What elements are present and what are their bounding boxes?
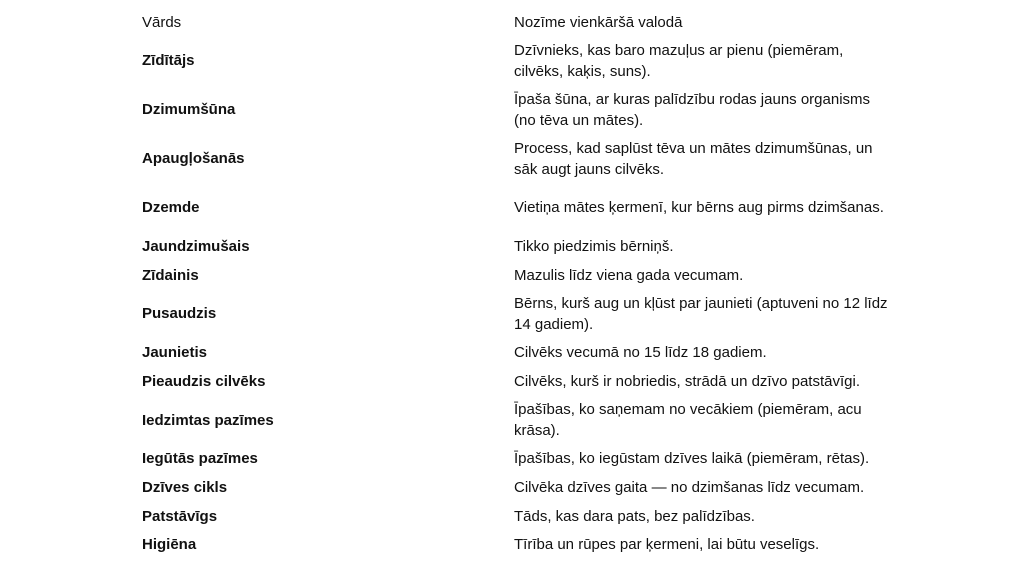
table-row	[134, 86, 899, 135]
term-cell: Iedzimtas pazīmes	[142, 411, 274, 429]
definition-cell: Cilvēka dzīves gaita — no dzimšanas līdz vecumam.	[514, 479, 865, 497]
term-cell: Patstāvīgs	[142, 507, 218, 525]
table-row	[134, 368, 899, 397]
definition-cell: Īpašības, ko saņemam no vecākiem (piemēram, acu krāsa).	[514, 401, 862, 439]
term-cell: Dzīves cikls	[142, 479, 228, 497]
definition-cell: Mazulis līdz viena gada vecumam.	[514, 266, 744, 284]
table-row	[134, 290, 899, 339]
table-row	[134, 531, 899, 560]
term-cell: Zīdainis	[142, 266, 199, 284]
table-row	[134, 396, 899, 445]
term-cell: Zīdītājs	[142, 52, 195, 70]
definition-cell: Vietiņa mātes ķermenī, kur bērns aug pirms dzimšanas.	[514, 199, 884, 217]
definition-cell: Cilvēks, kurš ir nobriedis, strādā un dzīvo patstāvīgi.	[514, 372, 860, 390]
definition-cell: Process, kad saplūst tēva un mātes dzimumšūnas, un sāk augt jauns cilvēks.	[514, 140, 873, 178]
table-row	[134, 37, 899, 86]
table-row	[134, 135, 899, 184]
definition-cell: Īpašības, ko iegūstam dzīves laikā (piemēram, rētas).	[514, 450, 870, 468]
glossary-header	[134, 9, 899, 37]
term-cell: Jaundzimušais	[142, 238, 250, 256]
table-row	[134, 445, 899, 474]
definition-cell: Tikko piedzimis bērniņš.	[514, 238, 674, 256]
definition-cell: Bērns, kurš aug un kļūst par jaunieti (aptuveni no 12 līdz 14 gadiem).	[514, 295, 888, 333]
term-cell: Dzimumšūna	[142, 101, 236, 119]
glossary-table	[134, 9, 899, 560]
term-cell: Pusaudzis	[142, 305, 217, 323]
definition-cell: Tāds, kas dara pats, bez palīdzības.	[514, 507, 755, 525]
term-cell: Iegūtās pazīmes	[142, 450, 258, 468]
table-row	[134, 474, 899, 503]
term-cell: Pieaudzis cilvēks	[142, 372, 266, 390]
definition-column-header: Nozīme vienkāršā valodā	[514, 13, 683, 31]
term-cell: Dzemde	[142, 199, 200, 217]
definition-cell: Cilvēks vecumā no 15 līdz 18 gadiem.	[514, 344, 767, 362]
term-cell: Apaugļošanās	[142, 150, 245, 168]
table-row	[134, 184, 899, 233]
table-row	[134, 262, 899, 291]
term-cell: Jaunietis	[142, 344, 208, 362]
table-row	[134, 503, 899, 532]
table-row	[134, 233, 899, 262]
definition-cell: Dzīvnieks, kas baro mazuļus ar pienu (piemēram, cilvēks, kaķis, suns).	[514, 42, 844, 80]
glossary-body	[134, 37, 899, 560]
header-row	[134, 9, 899, 37]
term-cell: Higiēna	[142, 536, 197, 554]
definition-cell: Īpaša šūna, ar kuras palīdzību rodas jauns organisms (no tēva un mātes).	[514, 91, 871, 129]
definition-cell: Tīrība un rūpes par ķermeni, lai būtu veselīgs.	[514, 536, 820, 554]
term-column-header: Vārds	[142, 13, 182, 31]
table-row	[134, 339, 899, 368]
